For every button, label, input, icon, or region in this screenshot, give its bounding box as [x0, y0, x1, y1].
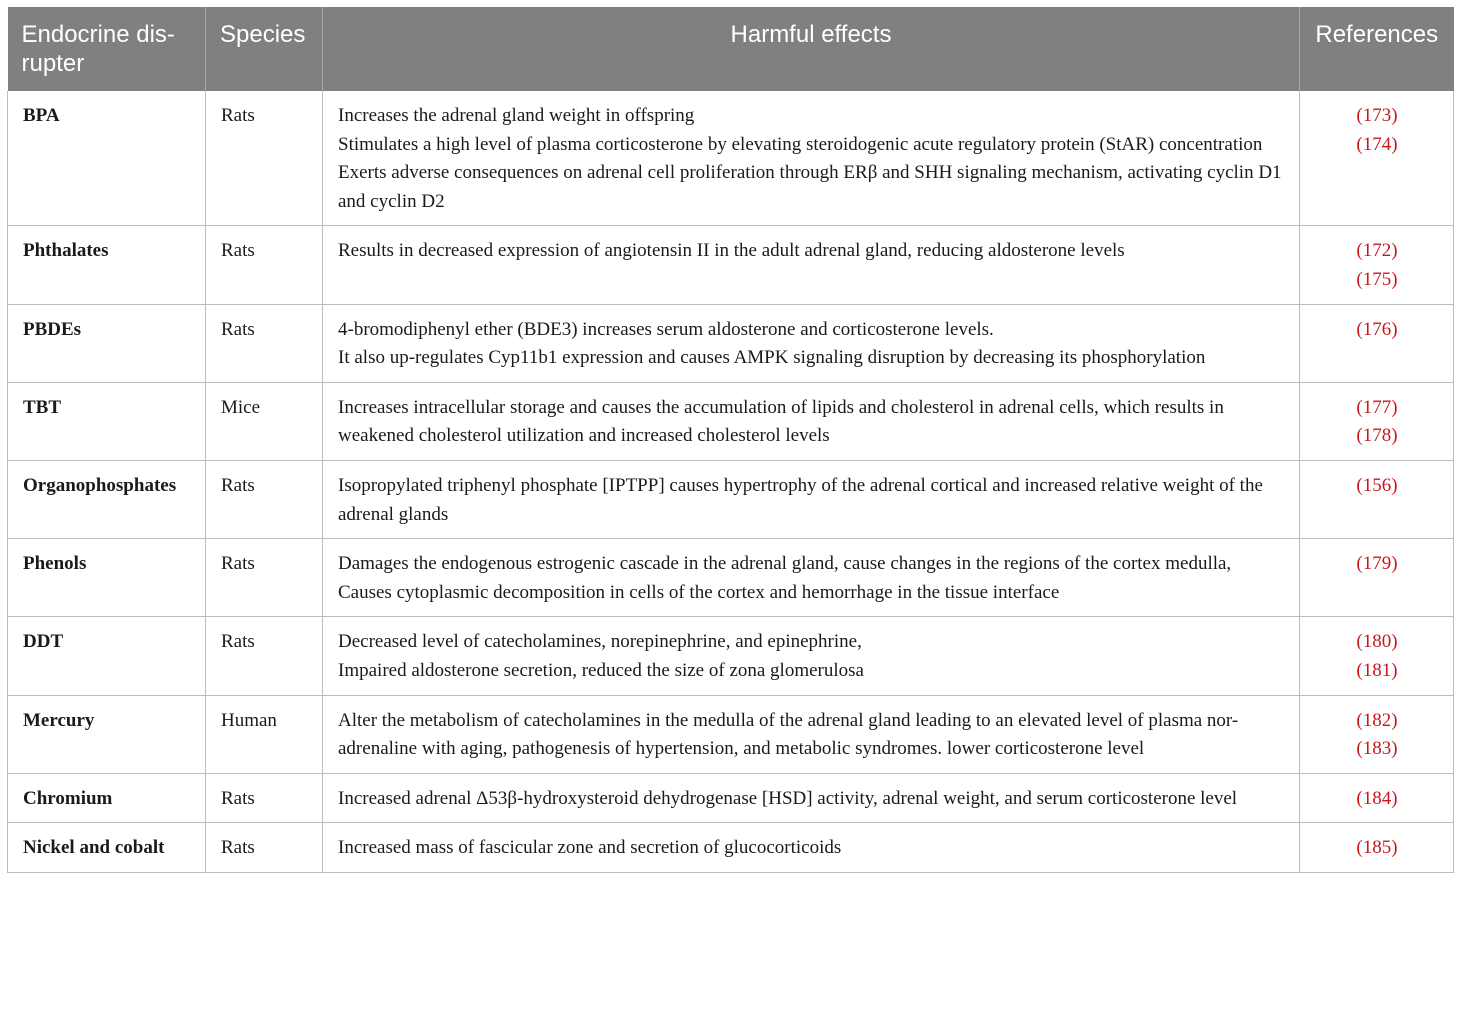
harmful-effects [323, 617, 1300, 695]
endocrine-disrupter-table [7, 7, 1454, 873]
table-row [8, 617, 1454, 695]
reference-link[interactable]: (180) [1356, 631, 1398, 653]
reference-link[interactable]: (182) [1356, 709, 1398, 731]
reference-link[interactable]: (178) [1356, 425, 1398, 447]
effect-line: Results in decreased expression of angiotensin II in the adult adrenal gland, reducing aldosterone levels [338, 240, 1125, 262]
table-header [8, 7, 1454, 91]
reference-link[interactable]: (172) [1356, 240, 1398, 262]
references [1300, 773, 1454, 823]
table-row [8, 382, 1454, 460]
reference-link[interactable]: (156) [1356, 474, 1398, 496]
effect-line: Exerts adverse consequences on adrenal cell proliferation through ERβ and SHH signaling mechanism, activating cyclin D1 and cyclin D2 [338, 162, 1282, 212]
reference-link[interactable]: (185) [1356, 837, 1398, 859]
harmful-effects [323, 460, 1300, 538]
harmful-effects [323, 382, 1300, 460]
effect-line: It also up-regulates Cyp11b1 expression and causes AMPK signaling disruption by decreasing its phosphorylation [338, 347, 1206, 369]
species: Rats [206, 304, 323, 382]
species: Human [206, 695, 323, 773]
references [1300, 226, 1454, 304]
references [1300, 382, 1454, 460]
harmful-effects [323, 823, 1300, 873]
header-endocrine-disrupter: Endocrine dis-rupter [8, 7, 206, 91]
table-row [8, 823, 1454, 873]
species: Mice [206, 382, 323, 460]
disrupter-name: TBT [8, 382, 206, 460]
reference-link[interactable]: (173) [1356, 105, 1398, 126]
effect-line: 4-bromodiphenyl ether (BDE3) increases serum aldosterone and corticosterone levels. [338, 318, 994, 340]
species: Rats [206, 91, 323, 226]
disrupter-name: Phthalates [8, 226, 206, 304]
reference-link[interactable]: (176) [1356, 318, 1398, 340]
effect-line: Damages the endogenous estrogenic cascade in the adrenal gland, cause changes in the regions of the cortex medulla, [338, 553, 1232, 575]
effect-line: Stimulates a high level of plasma corticosterone by elevating steroidogenic acute regulatory protein (StAR) concentration [338, 133, 1263, 155]
header-harmful-effects: Harmful effects [323, 7, 1300, 91]
disrupter-name: Chromium [8, 773, 206, 823]
disrupter-name: Organophosphates [8, 460, 206, 538]
species: Rats [206, 773, 323, 823]
header-references: References [1300, 7, 1454, 91]
effect-line: Decreased level of catecholamines, norepinephrine, and epinephrine, [338, 631, 862, 653]
species: Rats [206, 460, 323, 538]
harmful-effects [323, 539, 1300, 617]
effect-line: Increases intracellular storage and causes the accumulation of lipids and cholesterol in adrenal cells, which results in weakened cholesterol utilization and increased cholesterol levels [338, 396, 1224, 447]
reference-link[interactable]: (179) [1356, 553, 1398, 575]
table-row [8, 91, 1454, 226]
table-row [8, 539, 1454, 617]
table-row [8, 226, 1454, 304]
references [1300, 695, 1454, 773]
harmful-effects [323, 304, 1300, 382]
header-species: Species [206, 7, 323, 91]
references [1300, 304, 1454, 382]
reference-link[interactable]: (175) [1356, 268, 1398, 290]
effect-line: Increased adrenal Δ53β-hydroxysteroid dehydrogenase [HSD] activity, adrenal weight, and serum corticosterone level [338, 787, 1238, 809]
species: Rats [206, 823, 323, 873]
table-row [8, 460, 1454, 538]
reference-link[interactable]: (181) [1356, 659, 1398, 681]
effect-line: Alter the metabolism of catecholamines in the medulla of the adrenal gland leading to an elevated level of plasma nor-adrenaline with aging, pathogenesis of hypertension, and metabolic syndromes. lower corticosterone level [338, 709, 1239, 760]
species: Rats [206, 617, 323, 695]
reference-link[interactable]: (183) [1356, 738, 1398, 760]
table-row [8, 773, 1454, 823]
species: Rats [206, 539, 323, 617]
disrupter-name: BPA [8, 91, 206, 226]
references [1300, 91, 1454, 226]
reference-link[interactable]: (177) [1356, 396, 1398, 418]
reference-link[interactable]: (174) [1356, 133, 1398, 155]
references [1300, 460, 1454, 538]
effect-line: Causes cytoplasmic decomposition in cells of the cortex and hemorrhage in the tissue interface [338, 581, 1060, 603]
references [1300, 617, 1454, 695]
harmful-effects [323, 695, 1300, 773]
harmful-effects [323, 773, 1300, 823]
harmful-effects [323, 226, 1300, 304]
species: Rats [206, 226, 323, 304]
disrupter-name: DDT [8, 617, 206, 695]
disrupter-name: Mercury [8, 695, 206, 773]
reference-link[interactable]: (184) [1356, 787, 1398, 809]
disrupter-name: PBDEs [8, 304, 206, 382]
table-body [8, 91, 1454, 872]
harmful-effects [323, 91, 1300, 226]
effect-line: Impaired aldosterone secretion, reduced the size of zona glomerulosa [338, 659, 864, 681]
effect-line: Increases the adrenal gland weight in offspring [338, 105, 695, 126]
effect-line: Isopropylated triphenyl phosphate [IPTPP] causes hypertrophy of the adrenal cortical and increased relative weight of the adrenal glands [338, 474, 1263, 525]
header-row [8, 7, 1454, 91]
disrupter-name: Phenols [8, 539, 206, 617]
disrupter-name: Nickel and cobalt [8, 823, 206, 873]
table-row [8, 304, 1454, 382]
references [1300, 539, 1454, 617]
references [1300, 823, 1454, 873]
table-row [8, 695, 1454, 773]
effect-line: Increased mass of fascicular zone and secretion of glucocorticoids [338, 837, 842, 859]
